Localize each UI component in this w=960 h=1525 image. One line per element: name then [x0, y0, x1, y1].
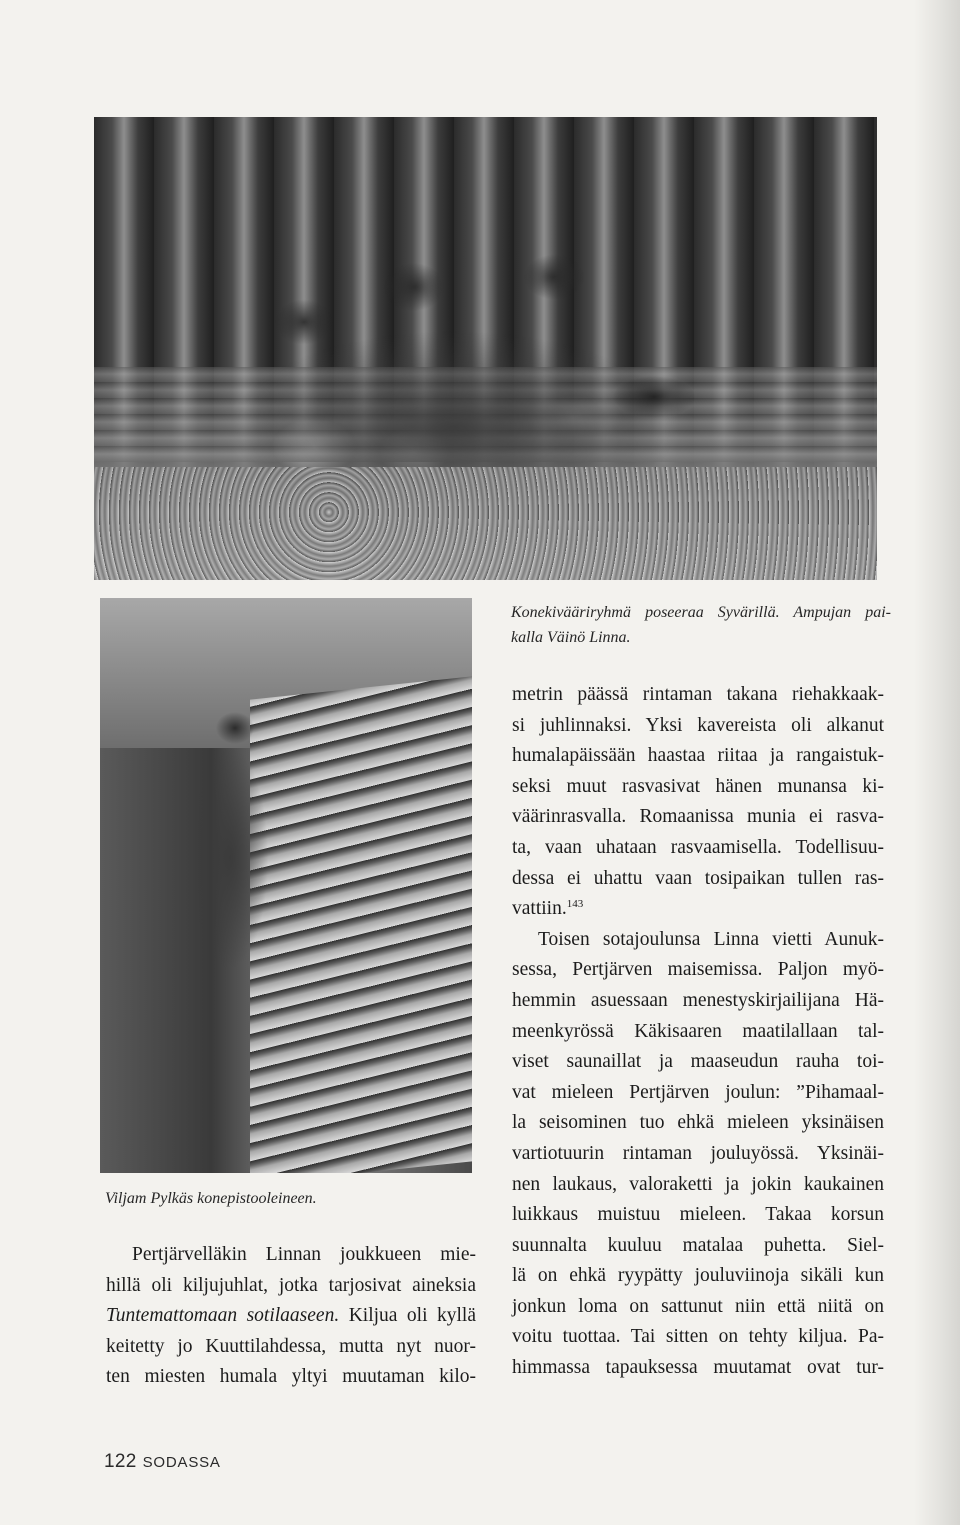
- photo-foliage: [94, 467, 877, 580]
- text-line: dessa ei uhattu vaan tosipaikan tullen ras-: [512, 867, 884, 889]
- text-line: ten miesten humala yltyi muutaman kilo-: [106, 1366, 476, 1388]
- text-line: lä on ehkä ryypätty jouluviinoja sikäli kun: [512, 1265, 884, 1287]
- running-head: SODASSA: [142, 1454, 221, 1471]
- text-line: meenkyrössä Käkisaaren maatilallaan tal-: [512, 1020, 884, 1042]
- text-line: metrin päässä rintaman takana riehakkaak-: [512, 684, 884, 705]
- text-line: la seisominen tuo ehkä mieleen yksinäisen: [512, 1112, 884, 1134]
- body-text-left-column: [106, 1240, 476, 1393]
- text-line: seksi muut rasvasivat hänen munansa ki-: [512, 775, 884, 797]
- text-line: Pertjärvelläkin Linnan joukkueen mie-: [132, 1244, 476, 1265]
- page-number: 122: [104, 1451, 137, 1472]
- text-line: suunnalta kuuluu matalaa puhetta. Siel-: [512, 1234, 884, 1256]
- text-line: vat mieleen Pertjärven joulun: ”Pihamaal-: [512, 1081, 884, 1103]
- page-footer: [104, 1451, 221, 1473]
- text-line: ta, vaan uhataan rasvaamisella. Todellisuu-: [512, 836, 884, 858]
- photo-soldier-in-trench: [100, 598, 472, 1173]
- text-line: himmassa tapauksessa muutamat ovat tur-: [512, 1357, 884, 1379]
- text-line: voitu tuottaa. Tai sitten on tehty kiljua. Pa-: [512, 1326, 884, 1348]
- photo-soldiers: [174, 227, 734, 467]
- photo-machine-gun-squad: [94, 117, 877, 580]
- photo-log-wall: [250, 676, 472, 1173]
- photo-soldier: [170, 708, 280, 1008]
- text-fragment: vattiin.: [512, 898, 567, 920]
- footnote-reference: 143: [566, 898, 584, 911]
- caption-top-photo: [511, 600, 891, 650]
- text-line: viset saunaillat ja maaseudun rauha toi-: [512, 1051, 884, 1073]
- caption-line: kalla Väinö Linna.: [511, 629, 631, 646]
- text-line-last: [512, 894, 884, 925]
- text-line: jonkun loma on sattunut niin että niitä on: [512, 1295, 884, 1317]
- text-line: vartiotuurin rintaman jouluyössä. Yksinäi-: [512, 1142, 884, 1164]
- caption-line: Konekivääriryhmä poseeraa Syvärillä. Ampujan pai-: [511, 604, 891, 621]
- text-line: hemmin asuessaan menestyskirjailijana Hä-: [512, 989, 884, 1011]
- text-line: si juhlinnaksi. Yksi kavereista oli alkanut: [512, 714, 884, 736]
- text-line: väärinrasvalla. Romaanissa munia ei rasva-: [512, 806, 884, 828]
- text-line: keitetty jo Kuuttilahdessa, mutta nyt nuor-: [106, 1335, 476, 1357]
- text-line: hillä oli kiljujuhlat, jotka tarjosivat aineksia: [106, 1274, 476, 1296]
- text-line: luikkaus muistuu mieleen. Takaa korsun: [512, 1204, 884, 1226]
- text-line: humalapäissään haastaa riitaa ja rangaistuk-: [512, 745, 884, 767]
- caption-left-photo: Viljam Pylkäs konepistooleineen.: [105, 1190, 317, 1207]
- text-line: sessa, Pertjärven maisemissa. Paljon myö-: [512, 959, 884, 981]
- text-line: nen laukaus, valoraketti ja jokin kaukainen: [512, 1173, 884, 1195]
- text-line: Toisen sotajoulunsa Linna vietti Aunuk-: [538, 928, 884, 950]
- body-text-right-column: [512, 680, 884, 1384]
- text-line: Tuntemattomaan sotilaaseen. Kiljua oli kyllä: [106, 1305, 476, 1327]
- page-edge-shadow: [914, 0, 960, 1525]
